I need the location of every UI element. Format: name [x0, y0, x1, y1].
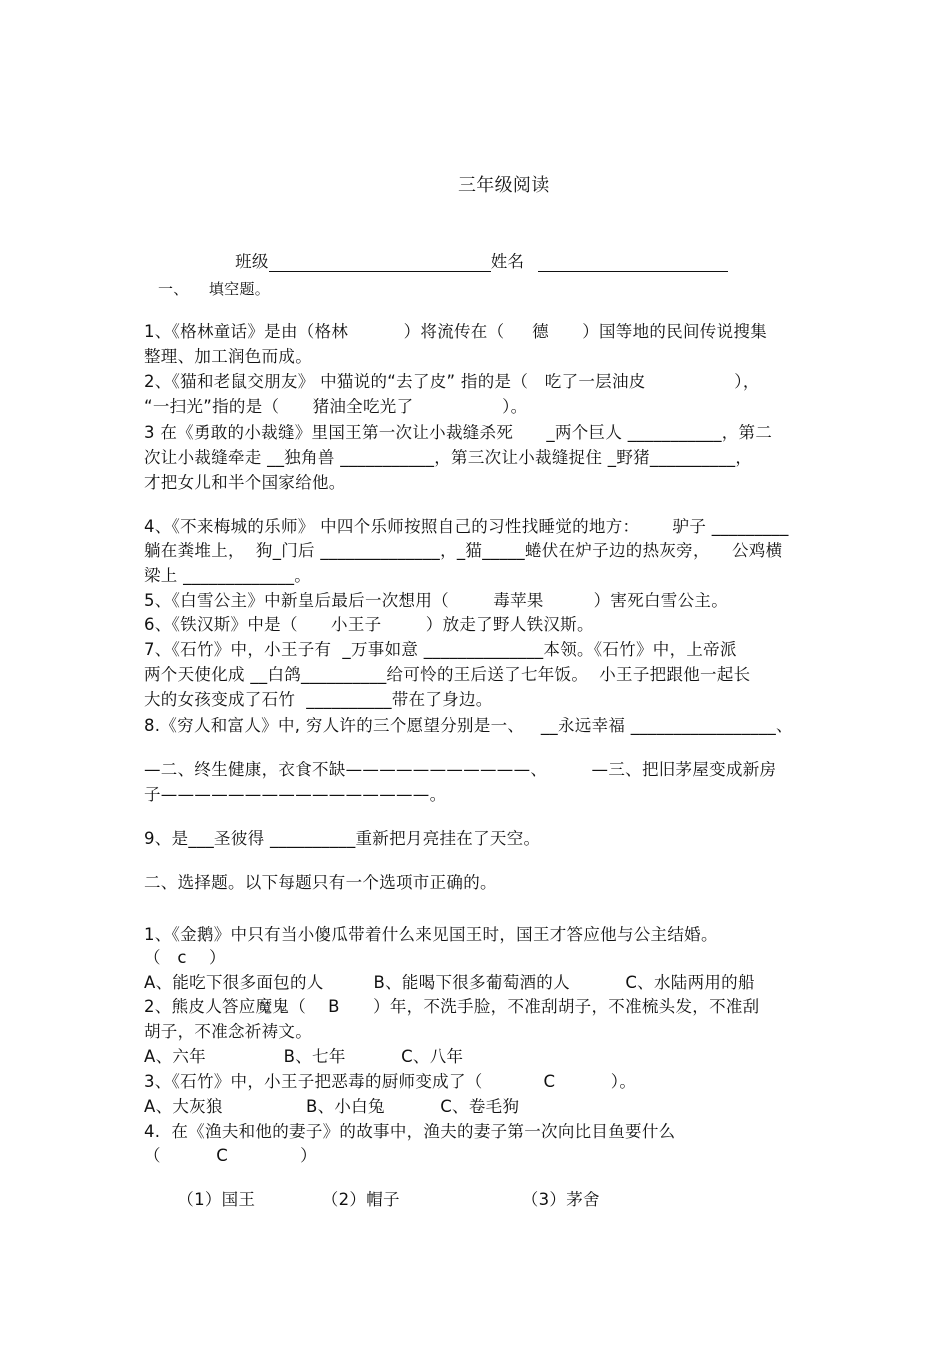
s2-line: 1、《金鹅》中只有当小傻瓜带着什么来见国王时，国王才答应他与公主结婚。 — [144, 925, 718, 944]
name-label: 姓名 — [490, 252, 525, 271]
s1-line: 6、《铁汉斯》中是（ 小王子 ）放走了野人铁汉斯。 — [144, 615, 594, 634]
s2-line: （1）国王 （2）帽子 （3）茅舍 — [144, 1190, 600, 1209]
s1-line: 两个天使化成 __白鸽__________给可怜的王后送了七年饭。 小王子把跟他一起长 — [144, 665, 751, 684]
section2-heading: 二、选择题。以下每题只有一个选项市正确的。 — [144, 873, 497, 892]
s1-line: 8.《穷人和富人》中, 穷人许的三个愿望分别是一、 __永远幸福 _________________、 — [144, 716, 793, 735]
s1-line: 躺在粪堆上， 狗_门后 ______________，_猫_____蜷伏在炉子边的热灰旁， 公鸡横 — [144, 541, 783, 560]
s1-line: 1、《格林童话》是由（格林 ）将流传在（ 德 ）国等地的民间传说搜集 — [144, 322, 767, 341]
class-blank — [269, 253, 491, 272]
s1-line: 整理、加工润色而成。 — [144, 347, 312, 366]
s1-line: 4、《不来梅城的乐师》 中四个乐师按照自己的习性找睡觉的地方： 驴子 _________ — [144, 517, 789, 536]
name-blank — [538, 253, 728, 272]
s2-line: （ C ） — [144, 1146, 317, 1165]
s2-line: 4. 在《渔夫和他的妻子》的故事中，渔夫的妻子第一次向比目鱼要什么 — [144, 1122, 676, 1141]
s1-line: 5、《白雪公主》中新皇后最后一次想用（ 毒苹果 ）害死白雪公主。 — [144, 591, 729, 610]
s1-line: “一扫光”指的是（ 猪油全吃光了 ）。 — [144, 397, 528, 416]
s2-line: A、大灰狼 B、小白兔 C、卷毛狗 — [144, 1097, 520, 1116]
s1-line: 梁上 _____________。 — [144, 566, 312, 585]
s1-line: 2、《猫和老鼠交朋友》 中猫说的“去了皮” 指的是（ 吃了一层油皮 ）， — [144, 372, 760, 391]
class-label: 班级 — [235, 252, 269, 271]
page-title: 三年级阅读 — [458, 175, 550, 196]
s1-line: 大的女孩变成了石竹 __________带在了身边。 — [144, 690, 493, 709]
s2-line: 3、《石竹》中，小王子把恶毒的厨师变成了（ C ）。 — [144, 1072, 637, 1091]
s1-line: 3 在《勇敢的小裁缝》里国王第一次让小裁缝杀死 _两个巨人 ___________，第二 — [144, 423, 773, 442]
s1-line: —二、终生健康，衣食不缺———————————、 —三、把旧茅屋变成新房 — [144, 760, 777, 779]
section1-heading: 一、 填空题。 — [158, 280, 271, 298]
s2-line: 胡子，不准念祈祷文。 — [144, 1022, 312, 1041]
class-name-row — [224, 232, 728, 272]
s1-line: 9、是___圣彼得 __________重新把月亮挂在了天空。 — [144, 829, 541, 848]
s1-line: 子————————————————。 — [144, 785, 447, 804]
s2-line: （ c ） — [144, 948, 226, 967]
s1-line: 才把女儿和半个国家给他。 — [144, 473, 346, 492]
s1-line: 次让小裁缝牵走 __独角兽 ___________，第三次让小裁缝捉住 _野猪__________， — [144, 448, 753, 467]
s2-line: 2、熊皮人答应魔鬼（ B ）年，不洗手脸，不准刮胡子，不准梳头发，不准刮 — [144, 997, 760, 1016]
s1-line: 7、《石竹》中，小王子有 _万事如意 ______________本领。《石竹》中，上帝派 — [144, 640, 737, 659]
s2-line: A、六年 B、七年 C、八年 — [144, 1047, 464, 1066]
s2-line: A、能吃下很多面包的人 B、能喝下很多葡萄酒的人 C、水陆两用的船 — [144, 973, 755, 992]
